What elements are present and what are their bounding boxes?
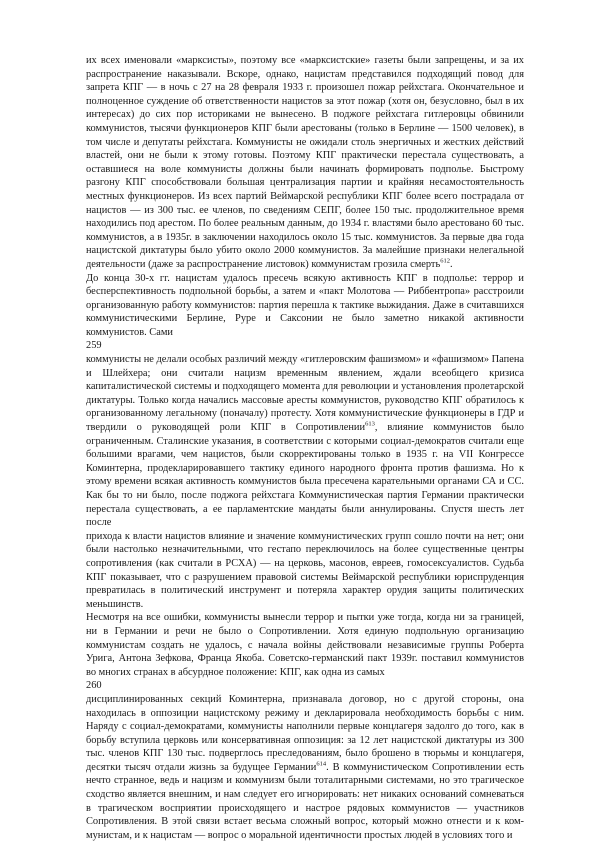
text-line: интересах) до сих пор историками не вынесено. В поджоге рейхстага гитлеровцы обвинили <box>86 109 524 121</box>
text-line: Сопротивления. В этой связи встает весьма сложный вопрос, который можно отнести и к ком- <box>86 816 524 828</box>
text-line: полноценное суждение об ответственности нацистов за этот пожар (хотя он, безусловно, был в их <box>86 95 524 107</box>
text-line: нечто странное, ведь и нацизм и коммунизм были тоталитарными системами, но это трагическое <box>86 775 524 787</box>
text-line: мунистам, и к нацистам — вопрос о моральной идентичности простых людей в условиях того и <box>86 829 513 841</box>
footnote-ref: 612 <box>440 257 450 265</box>
text-line: коммунистов, а в 1935г. в заключении находилось около 15 тыс. коммунистов. За первые два года <box>86 231 524 243</box>
text-line: в трагическом восприятии происходящего и настрое рядовых коммунистов — участников <box>86 802 524 814</box>
text-line: во многих странах в абсурдное положение: КПГ, как одна из самых <box>86 666 385 678</box>
line-text: десятки тысяч отдали жизнь за будущее Германии <box>86 761 317 773</box>
text-line: Как бы то ни было, после поджога рейхстага Коммунистическая партия Германии практически <box>86 490 524 501</box>
line-text-after: . <box>449 258 453 270</box>
text-line: коммунистам создать не удалось, с начала войны действовали независимые группы Роберта <box>86 639 524 651</box>
text-line: и Шлейхера; они считали нацизм временным явлением, ждали всеобщего кризиса <box>86 367 524 379</box>
text-line <box>86 421 524 435</box>
paragraph <box>86 272 524 340</box>
text-line: нацистов — из 300 тыс. ее членов, по сведениям СЕПГ, более 150 тыс. продолжительное время <box>86 204 524 216</box>
page-number: 260 <box>86 680 102 692</box>
text-line: находились под арестом. По более реальным данным, до 1934 г. властями было арестовано 60 тыс. <box>86 218 524 230</box>
text-line: Несмотря на все ошибки, коммунисты вынесли террор и пытки уже тогда, когда ни за границей, <box>86 612 524 624</box>
text-line: До конца 30-х гг. нацистам удалось пресечь всякую активность КПГ в подполье: террор и <box>86 272 524 284</box>
text-line: Коминтерна, продекларировавшего тактику единого народного фронта против фашизма. Но к <box>86 462 524 474</box>
text-line: дисциплинированных секций Коминтерна, признавала договор, но с другой стороны, она <box>86 693 524 705</box>
text-line: сходство является внешним, и нам следует его игнорировать: нет никаких оснований сомневаться <box>86 789 524 801</box>
text-line: Наряду с социал-демократами, коммунисты наполнили первые концлагеря задолго до того, как в <box>86 721 524 733</box>
footnote-ref: 613 <box>365 420 375 428</box>
text-line: борьбу вступила церковь или консервативная оппозиция: за 12 лет нацистской диктатуры из 300 <box>86 734 524 746</box>
text-line: были настолько незначительными, что гестапо переключилось на более существенные центры <box>86 544 524 556</box>
text-line: ни в Германии и речи не было о Сопротивлении. Хотя единую подпольную организацию <box>86 625 524 637</box>
text-line: Урига, Антона Зефкова, Франца Якоба. Советско-германский пакт 1939г. поставил коммунистов <box>86 653 524 665</box>
text-line: бесперспективность подпольной борьбы, а затем и «пакт Молотова — Риббентропа» расстроили <box>86 286 524 298</box>
text-line: местных функционеров. Из всех партий Веймарской республики КПГ более всего пострадала от <box>86 190 524 202</box>
text-line: большими врагами, чем нацистов, были скорректированы только в 1935 г. на VII Конгрессе <box>86 449 524 461</box>
text-line: нацистской диктатуры было убито около 2000 коммунистов. За малейшие признаки нелегальной <box>86 245 524 257</box>
text-line: разгону КПГ способствовали большая централизация партии и крайняя несамостоятельность <box>86 177 524 189</box>
text-line: диктатуры. Только когда начались массовые аресты коммунистов, руководство КПГ обратилось к <box>86 394 524 406</box>
text-line: властей, они не были к этому готовы. Поэтому КПГ практически перестала существовать, а <box>86 150 524 162</box>
text-line: этому времени всякая активность коммунистов была пресечена карательными органами СА и СС. <box>86 476 524 488</box>
text-line <box>86 761 524 775</box>
text-line: сопротивления (как считали в РСХА) — на церковь, масонов, евреев, гомосексуалистов. Судьба <box>86 557 524 569</box>
document-page <box>86 54 524 842</box>
text-line: КПГ показывает, что с разрушением правовой системы Веймарской республики юриспруденция <box>86 571 524 583</box>
text-line: находилась в оппозиции нацистскому режиму и декларировала необходимость борьбы с ним. <box>86 707 524 719</box>
text-line: организованную работу коммунистов: партия перешла к тактике выжидания. Даже в считавшихся <box>86 299 524 311</box>
paragraph <box>86 54 524 272</box>
text-line: тыс. членов КПГ 130 тыс. подверглось преследованиям, было брошено в тюрьмы и концлагеря, <box>86 748 524 760</box>
line-text-after: . В коммунистическом Сопротивлении есть <box>326 761 524 773</box>
text-line <box>86 258 524 272</box>
text-line: распространение наказывали. Вскоре, однако, нацистам представился подходящий повод для <box>86 68 524 80</box>
text-line: запрета КПГ — в ночь с 27 на 28 февраля 1933 г. произошел пожар рейхстага. Окончательное и <box>86 82 524 94</box>
text-line: меньшинств. <box>86 598 144 610</box>
paragraph <box>86 611 524 679</box>
paragraph <box>86 693 524 843</box>
page-number: 259 <box>86 340 102 352</box>
text-line: организованному легальному (поначалу) протесту. Хотя коммунистические функционеры в ГДР и <box>86 408 524 420</box>
text-line: коммунистов. Сами <box>86 326 173 338</box>
line-text: твердили о руководящей роли КПГ в Сопротивлении <box>86 422 366 434</box>
footnote-ref: 614 <box>316 760 327 768</box>
line-text: деятельности (даже за распространение листовок) коммунистам грозила смерть <box>86 258 441 270</box>
paragraph <box>86 353 524 611</box>
text-line: коммунистов, тысячи функционеров КПГ были арестованы (только в Берлине — 1500 человек), в <box>86 122 524 134</box>
text-line: перестала существовать, а ее парламентские мандаты были аннулированы. Спустя шесть лет после <box>86 503 524 529</box>
text-line: коммунисты не делали особых различий между «гитлеровским фашизмом» и «фашизмом» Папена <box>86 354 524 366</box>
text-line: коммунистическими Берлине, Руре и Саксонии не было заметно никакой активности <box>86 313 524 325</box>
line-text-after: , влияние коммунистов было <box>374 422 525 434</box>
text-line: их всех именовали «марксисты», поэтому все «марксистские» газеты были запрещены, и за их <box>86 55 524 66</box>
text-line: прихода к власти нацистов влияние и значение коммунистических групп сошло почти на нет; они <box>86 530 524 542</box>
text-line: капиталистической системы и подходящего момента для революции и установления пролетарской <box>86 381 524 393</box>
text-line: ограниченным. Сталинские указания, в соответствии с которыми социал-демократов считали еще <box>86 435 524 447</box>
text-line: превратилась в политический инструмент и потеряла характер орудия защиты политических <box>86 585 524 597</box>
text-line: оставшиеся на воле коммунисты должны были начинать формировать подполье. Быстрому <box>86 163 524 175</box>
text-line: том числе и депутаты рейхстага. Коммунисты не ожидали столь энергичных и жестких действий <box>86 136 524 148</box>
